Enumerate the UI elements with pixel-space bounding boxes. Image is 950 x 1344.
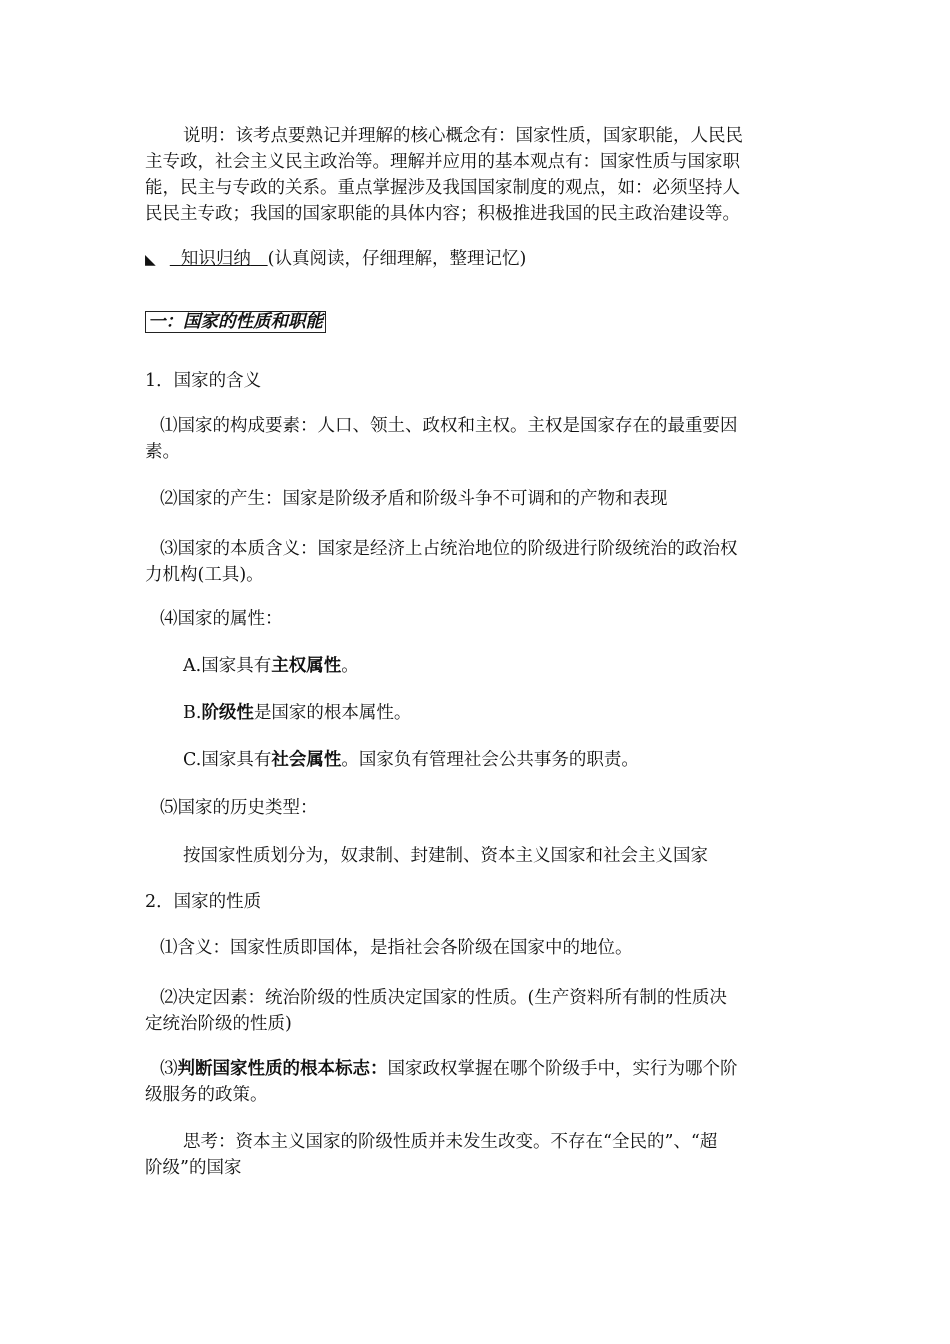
attribute-c: C.国家具有社会属性。国家负有管理社会公共事务的职责。 bbox=[183, 750, 639, 770]
s2-p3-line2: 级服务的政策。 bbox=[145, 1085, 268, 1105]
s2-p2-line1: ⑵决定因素：统治阶级的性质决定国家的性质。(生产资料所有制的性质决 bbox=[160, 988, 727, 1008]
s1-p5: ⑸国家的历史类型： bbox=[160, 798, 318, 818]
summary-note: (认真阅读，仔细理解，整理记忆) bbox=[267, 249, 527, 269]
intro-line-3: 能，民主与专政的关系。重点掌握涉及我国国家制度的观点，如：必须坚持人 bbox=[145, 178, 740, 198]
think-line-2: 阶级”的国家 bbox=[145, 1158, 242, 1178]
attribute-b: B.阶级性是国家的根本属性。 bbox=[183, 703, 412, 723]
intro-line-2: 主专政，社会主义民主政治等。理解并应用的基本观点有：国家性质与国家职 bbox=[145, 152, 740, 172]
attribute-a: A.国家具有主权属性。 bbox=[183, 656, 359, 676]
s2-p1: ⑴含义：国家性质即国体，是指社会各阶级在国家中的地位。 bbox=[160, 938, 633, 958]
section-title-line bbox=[145, 309, 326, 335]
s1-p3-line1: ⑶国家的本质含义：国家是经济上占统治地位的阶级进行阶级统治的政治权 bbox=[160, 539, 738, 559]
s2-p3-line1: ⑶判断国家性质的根本标志：国家政权掌握在哪个阶级手中，实行为哪个阶 bbox=[160, 1059, 738, 1079]
summary-line bbox=[145, 246, 526, 273]
s1-p4: ⑷国家的属性： bbox=[160, 609, 283, 629]
s1-p5-text: 按国家性质划分为，奴隶制、封建制、资本主义国家和社会主义国家 bbox=[183, 846, 708, 866]
intro-line-1: 说明：该考点要熟记并理解的核心概念有：国家性质，国家职能，人民民 bbox=[183, 126, 743, 146]
s2-p2-line2: 定统治阶级的性质) bbox=[145, 1014, 292, 1034]
think-line-1: 思考：资本主义国家的阶级性质并未发生改变。不存在“全民的”、“超 bbox=[183, 1132, 718, 1152]
heading-1: 1．国家的含义 bbox=[145, 371, 262, 391]
s1-p1-line2: 素。 bbox=[145, 442, 180, 462]
section-title: 一：国家的性质和职能 bbox=[145, 311, 326, 333]
intro-line-4: 民民主专政；我国的国家职能的具体内容；积极推进我国的民主政治建设等。 bbox=[145, 204, 740, 224]
summary-title: 知识归纳 bbox=[180, 249, 251, 269]
heading-2: 2．国家的性质 bbox=[145, 892, 262, 912]
triangle-marker-icon: ◣ bbox=[145, 252, 156, 268]
s1-p2: ⑵国家的产生：国家是阶级矛盾和阶级斗争不可调和的产物和表现 bbox=[160, 489, 668, 509]
s1-p3-line2: 力机构(工具)。 bbox=[145, 565, 264, 585]
s1-p1-line1: ⑴国家的构成要素：人口、领土、政权和主权。主权是国家存在的最重要因 bbox=[160, 416, 738, 436]
